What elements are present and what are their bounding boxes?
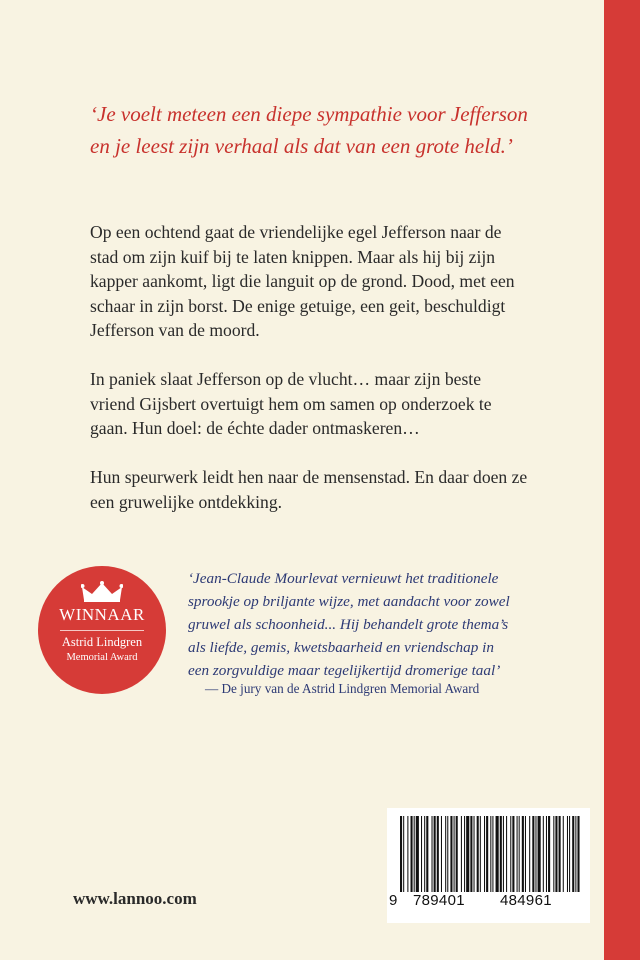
barcode-bar (434, 816, 436, 892)
barcode-bar (519, 816, 520, 892)
barcode-bar (407, 816, 408, 892)
spine-stripe (604, 0, 640, 960)
isbn-barcode (387, 808, 590, 923)
isbn-group-2: 484961 (500, 892, 552, 909)
barcode-bar (421, 816, 422, 892)
barcode-bar (416, 816, 419, 892)
barcode-bar (411, 816, 413, 892)
barcode-bar (492, 816, 493, 892)
barcode-bar (437, 816, 439, 892)
barcode-bar (490, 816, 491, 892)
barcode-bar (512, 816, 514, 892)
barcode-bar (470, 816, 472, 892)
barcode-bar (569, 816, 570, 892)
barcode-bar (480, 816, 481, 892)
barcode-bar (445, 816, 446, 892)
barcode-bar (563, 816, 564, 892)
barcode-bar (432, 816, 433, 892)
barcode-bar (466, 816, 469, 892)
barcode-bar (538, 816, 541, 892)
barcode-bar (484, 816, 485, 892)
blurb (90, 220, 530, 539)
award-title: WINNAAR (59, 605, 145, 624)
barcode-bar (522, 816, 524, 892)
barcode-bar (486, 816, 488, 892)
barcode-bar (546, 816, 547, 892)
barcode-bar (464, 816, 465, 892)
jury-quote-line-1: ‘Jean-Claude Mourlevat vernieuwt het traditionele (188, 570, 499, 587)
barcode-bar (572, 816, 574, 892)
barcode-bar (577, 816, 579, 892)
crown-icon (81, 581, 123, 603)
barcode-bar (535, 816, 536, 892)
barcode-bar (414, 816, 415, 892)
award-seal (38, 566, 166, 694)
barcode-bar (559, 816, 561, 892)
barcode-bar (543, 816, 544, 892)
barcode-bar (403, 816, 404, 892)
jury-quote-line-3: gruwel als schoonheid... Hij behandelt grote thema’s (188, 616, 509, 633)
barcode-bar (525, 816, 526, 892)
barcode-bar (461, 816, 462, 892)
barcode-bar (454, 816, 455, 892)
barcode-bar (500, 816, 502, 892)
jury-quote-line-5: een zorgvuldige maar tegelijkertijd dromerige taal’ (188, 662, 501, 679)
jury-quote (188, 567, 588, 682)
barcode-bar (553, 816, 554, 892)
top-quote-line-2: en je leest zijn verhaal als dat van een grote held.’ (90, 134, 513, 158)
jury-quote-line-2: sprookje op briljante wijze, met aandacht voor zowel (188, 593, 510, 610)
isbn-first-digit: 9 (389, 892, 398, 909)
barcode-bar (532, 816, 534, 892)
barcode-bar (474, 816, 475, 892)
award-divider (60, 630, 144, 631)
barcode-bars (400, 816, 584, 894)
barcode-bar (450, 816, 452, 892)
barcode-bar (447, 816, 448, 892)
barcode-bar (529, 816, 530, 892)
blurb-paragraph-1: Op een ochtend gaat de vriendelijke egel Jefferson naar de stad om zijn kuif bij te laten knippen. Maar als hij bij zijn kapper aankomt, ligt die languit op de grond. Dood, met een schaar in zijn borst. De enige getuige, een geit, beschuldigt Jefferson van de moord. (90, 222, 515, 340)
barcode-bar (506, 816, 507, 892)
blurb-paragraph-2: In paniek slaat Jefferson op de vlucht… maar zijn beste vriend Gijsbert overtuigt hem om samen op onderzoek te gaan. Hun doel: de échte dader ontmaskeren… (90, 369, 492, 438)
top-review-quote (90, 98, 570, 162)
barcode-bar (575, 816, 576, 892)
publisher-website[interactable]: www.lannoo.com (73, 889, 197, 908)
barcode-bar (426, 816, 428, 892)
jury-quote-line-4: als liefde, gemis, kwetsbaarheid en vriendschap in (188, 639, 494, 656)
barcode-bar (456, 816, 458, 892)
barcode-bar (503, 816, 504, 892)
barcode-bar (548, 816, 550, 892)
barcode-bar (400, 816, 402, 892)
barcode-bar (424, 816, 425, 892)
barcode-bar (567, 816, 568, 892)
isbn-group-1: 789401 (413, 892, 465, 909)
blurb-paragraph-3: Hun speurwerk leidt hen naar de mensenstad. En daar doen ze een gruwelijke ontdekking. (90, 467, 528, 512)
jury-attribution: — De jury van de Astrid Lindgren Memorial Award (205, 681, 480, 696)
barcode-bar (517, 816, 518, 892)
award-subtitle: Memorial Award (66, 652, 138, 663)
barcode-bar (555, 816, 557, 892)
barcode-bar (441, 816, 442, 892)
barcode-bar (510, 816, 511, 892)
barcode-bar (496, 816, 499, 892)
top-quote-line-1: ‘Je voelt meteen een diepe sympathie voor Jefferson (90, 102, 528, 126)
award-name: Astrid Lindgren (61, 635, 143, 649)
barcode-bar (477, 816, 479, 892)
